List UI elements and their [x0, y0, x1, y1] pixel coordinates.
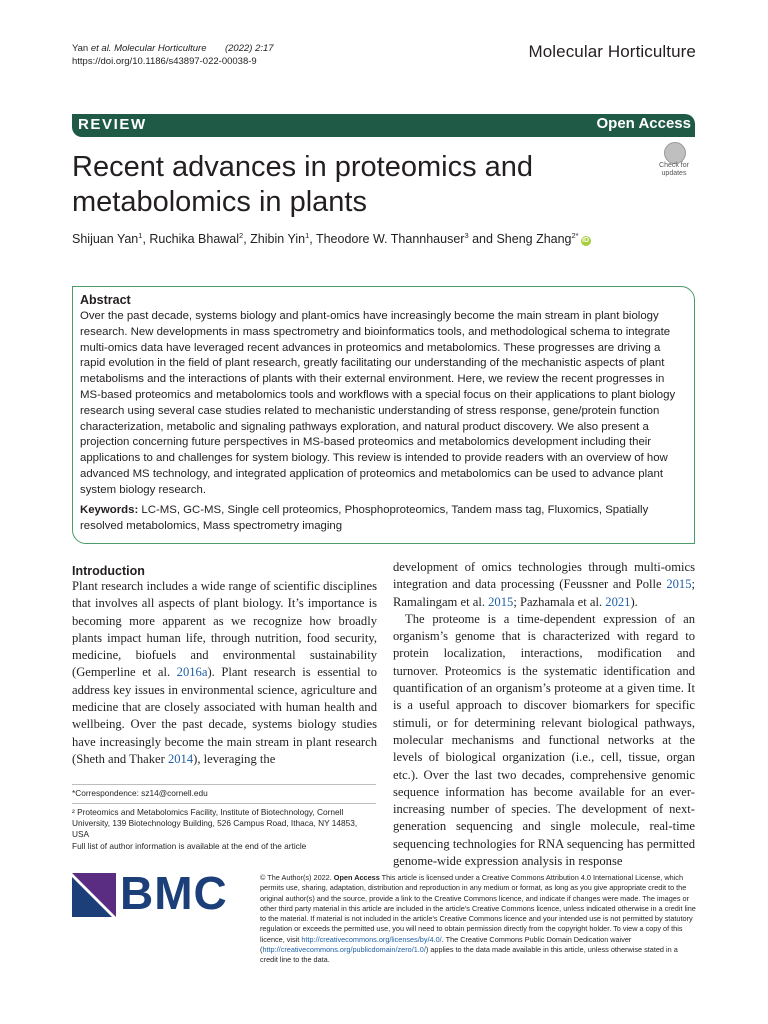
- author-name: Shijuan Yan: [72, 232, 139, 247]
- citation-journal: et al. Molecular Horticulture: [90, 43, 207, 54]
- author-name: Theodore W. Thannhauser: [315, 232, 465, 247]
- keywords-list: LC-MS, GC-MS, Single cell proteomics, Phosphoproteomics, Tandem mass tag, Fluxomics, Spatially resolved metabolomics, Mass spectrometry imaging: [80, 504, 649, 532]
- orcid-icon[interactable]: iD: [582, 237, 590, 245]
- journal-name: Molecular Horticulture: [528, 42, 696, 61]
- abstract-body: Over the past decade, systems biology and plant-omics have increasingly become the main stream in plant biology research. New developments in mass spectrometry and bioinformatics tools, and methodological schema to integrate multi-omics data have leveraged recent advances in proteomics and metabolomics. These progresses are driving a rapid evolution in the field of plant research, greatly facilitating our understanding of the mechanistic aspects of plant metabolisms and the interactions of plants with their external environment. Here, we review the recent progresses in MS-based proteomics and metabolomics tools and workflows with a special focus on their applications to plant biology research using several case studies related to mechanistic understanding of stress response, gene/protein function characterization, metabolic and signaling pathways exploration, and natural product discovery. We also present a projection concerning future perspectives in MS-based proteomics and metabolomics development including their applications to and challenges for system biology. This review is intended to provide readers with an overview of how advanced MS technology, and integrated application of proteomics and metabolomics can be used to advance plant system biology research.: [80, 310, 676, 496]
- intro-right-column: development of omics technologies through multi-omics integration and data processing (Feussner and Polle 2015; Ramalingam et al. 2015; Pazhamala et al. 2021). The proteome is a time-dependent expression of an organism’s genome that is characterized with regard to protein localization, interactions, modification and turnover. Proteomics is the systematic identification and quantification of an organism’s proteome at a given time. It is a useful approach to discover biomarkers for specific stimuli, or for determining relevant biological pathways, molecular mechanisms and functional networks at the levels of biological organization (i.e., cell, tissue, organ etc.). Over the last two decades, comprehensive genomic sequence information has become available for an ever-increasing number of species. The development of next-generation sequencing and single molecule, real-time sequencing technologies for RNA sequencing has permitted genome-wide expression analysis in response: [393, 559, 695, 870]
- author-list: Shijuan Yan$^1$, Ruchika Bhawal$^2$, Zhibin Yin$^1$, Theodore W. Thannhauser$^3$ and Sheng Zhang$^{2*}$iD: [72, 231, 590, 247]
- correspondence-note: *Correspondence: sz14@cornell.edu: [72, 788, 208, 798]
- footnote-divider: [72, 784, 376, 785]
- check-updates-icon: [664, 142, 686, 164]
- intro-paragraph: The proteome is a time-dependent expression of an organism’s genome that is characterized with regard to protein localization, interactions, modification and turnover. Proteomics is the systematic identification and quantification of an organism’s proteome at a given time. It is a useful approach to discover biomarkers for specific stimuli, or for determining relevant biological pathways, molecular mechanisms and functional networks at the levels of biological organization (i.e., cell, tissue, organ etc.). Over the last two decades, comprehensive genomic sequence information has become available for an ever-increasing number of species. The development of next-generation sequencing and single molecule, real-time sequencing technologies for RNA sequencing has permitted genome-wide expression analysis in response: [393, 611, 695, 869]
- article-title: Recent advances in proteomics and metabolomics in plants: [72, 151, 534, 218]
- check-updates-text: Check for updates: [659, 162, 689, 177]
- author-info-note: Full list of author information is available at the end of the article: [72, 841, 307, 851]
- author-name: Sheng Zhang: [496, 232, 572, 247]
- abstract-heading: Abstract: [80, 293, 131, 307]
- check-for-updates-badge[interactable]: [652, 140, 696, 184]
- reference-link[interactable]: 2014: [167, 751, 194, 766]
- author-name: Zhibin Yin: [250, 232, 306, 247]
- review-banner: [72, 114, 695, 137]
- article-type-label: REVIEW: [78, 116, 147, 133]
- keywords-label: Keywords:: [80, 504, 139, 516]
- introduction-heading: Introduction: [72, 564, 145, 578]
- citation-year: (2022) 2:17: [224, 43, 274, 54]
- reference-link[interactable]: 2015: [488, 594, 514, 609]
- keywords: [80, 503, 686, 535]
- doi-link[interactable]: https://doi.org/10.1186/s43897-022-00038-9: [72, 56, 257, 67]
- intro-left-column: Plant research includes a wide range of scientific disciplines that involves all aspects of plant biology. It’s importance is becoming more apparent as we recognize how broadly plants impact human life, through nutrition, food security, medicine, biofuels and environmental sustainability (Gemperline et al. 2016a). Plant research is essential to address key issues in environmental science, agriculture and medicine that are closely associated with human health and wellbeing. Over the past decade, systems biology studies have increasingly become the main stream in plant research (Sheth and Thaker 2014), leveraging the: [72, 579, 377, 766]
- affiliation-note: ² Proteomics and Metabolomics Facility, Institute of Biotechnology, Cornell University, 139 Biotechnology Building, 526 Campus Road, Ithaca, NY 14853, USA: [72, 807, 358, 839]
- author-name: Ruchika Bhawal: [149, 232, 240, 247]
- reference-link[interactable]: 2015: [666, 577, 692, 592]
- citation-authors: Yan: [72, 43, 91, 54]
- public-domain-link[interactable]: http://creativecommons.org/publicdomain/zero/1.0/: [262, 945, 426, 955]
- license-statement: © The Author(s) 2022. Open Access This article is licensed under a Creative Commons Attribution 4.0 International License, which permits use, sharing, adaptation, distribution and reproduction in any medium or format, as long as you give appropriate credit to the original author(s) and the source, provide a link to the Creative Commons licence, and indicate if changes were made. The images or other third party material in this article are included in the article’s Creative Commons licence, unless indicated otherwise in a credit line to the material. If material is not included in the article’s Creative Commons licence and your intended use is not permitted by statutory regulation or exceeds the permitted use, you will need to obtain permission directly from the copyright holder. To view a copy of this licence, visit http://creativecommons.org/licenses/by/4.0/. The Creative Commons Public Domain Dedication waiver (http://creativecommons.org/publicdomain/zero/1.0/) applies to the data made available in this article, unless otherwise stated in a credit line to the data.: [260, 873, 696, 965]
- bmc-logo-icon: [72, 873, 116, 917]
- reference-link[interactable]: 2016a: [176, 665, 208, 680]
- reference-link[interactable]: 2021: [605, 594, 631, 609]
- bmc-logo-text: BMC: [120, 867, 228, 919]
- open-access-label: Open Access: [596, 115, 691, 132]
- citation-line: [72, 42, 274, 55]
- footnote-divider: [72, 803, 376, 804]
- license-link[interactable]: http://creativecommons.org/licenses/by/4.0/: [301, 934, 442, 944]
